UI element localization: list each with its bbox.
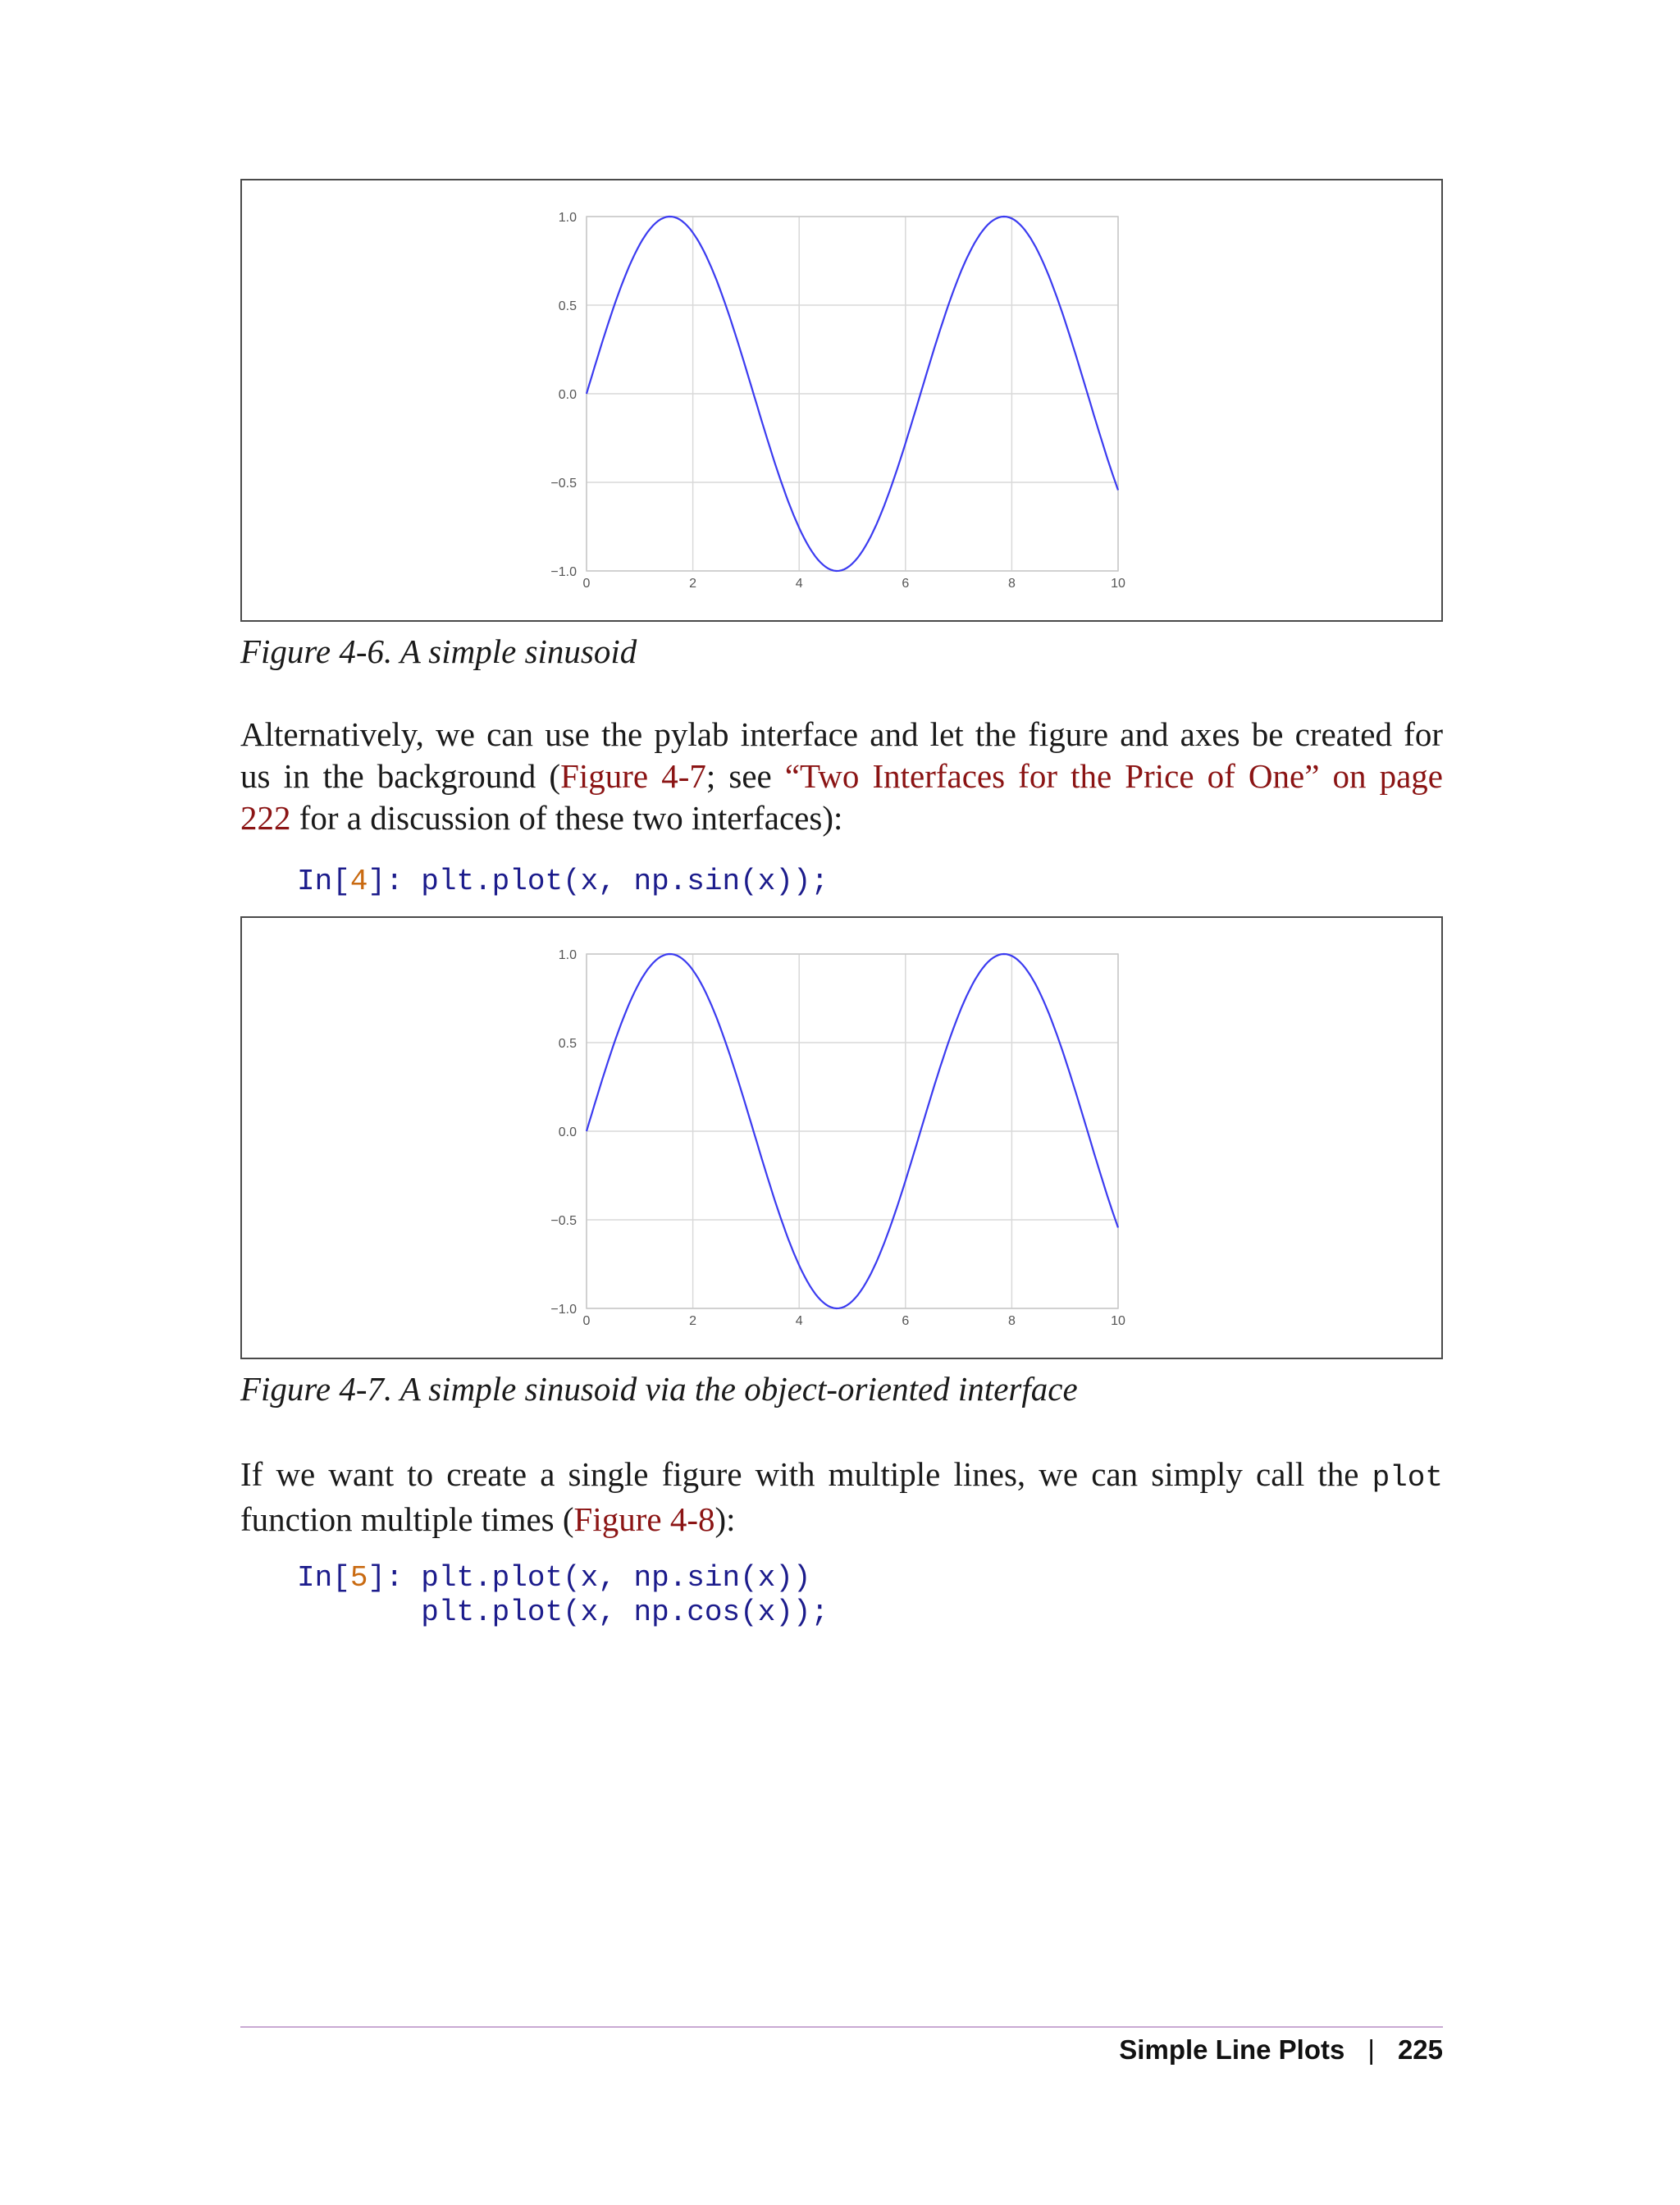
y-tick-label: 1.0 [558, 948, 577, 962]
running-section-title: Simple Line Plots [1119, 2034, 1345, 2065]
x-tick-label: 6 [902, 1314, 910, 1328]
paragraph [240, 1454, 1443, 1541]
sinusoid-chart [242, 918, 1441, 1358]
page-link[interactable]: 222 [240, 799, 291, 837]
figure-4-6 [240, 179, 1443, 622]
code-prompt-number: 5 [349, 1561, 368, 1595]
x-tick-label: 8 [1007, 1314, 1016, 1328]
y-tick-label: 0.0 [558, 388, 577, 402]
x-tick-label: 10 [1111, 1314, 1125, 1328]
page-footer [1119, 2034, 1443, 2066]
x-tick-label: 0 [582, 1314, 591, 1328]
inline-code: plot [1372, 1461, 1443, 1495]
y-tick-label: −0.5 [550, 477, 577, 491]
y-tick-label: 0.0 [558, 1125, 577, 1139]
y-tick-label: −0.5 [550, 1214, 577, 1228]
text: If we want to create a single figure with multiple lines, we can simply call the [240, 1455, 1372, 1493]
x-tick-label: 2 [689, 577, 697, 591]
paragraph-line [240, 797, 1443, 839]
figure-caption: Figure 4-7. A simple sinusoid via the object-oriented interface [240, 1370, 1078, 1408]
y-tick-label: 0.5 [558, 299, 577, 313]
paragraph-line [240, 1454, 1443, 1499]
y-tick-label: 1.0 [558, 211, 577, 225]
x-tick-label: 8 [1007, 577, 1016, 591]
x-tick-label: 4 [795, 1314, 803, 1328]
x-tick-label: 0 [582, 577, 591, 591]
x-tick-label: 10 [1111, 577, 1125, 591]
text: us in the background ( [240, 757, 561, 795]
page-number: 225 [1397, 2034, 1443, 2065]
figure-caption: Figure 4-6. A simple sinusoid [240, 632, 637, 670]
y-tick-label: 0.5 [558, 1037, 577, 1051]
footer-separator: | [1367, 2034, 1375, 2065]
code-line: plt.plot(x, np.cos(x)); [421, 1596, 829, 1629]
paragraph [240, 714, 1443, 839]
text: function multiple times ( [240, 1500, 574, 1538]
figure-link[interactable]: Figure 4-7 [560, 757, 706, 795]
x-tick-label: 4 [795, 577, 803, 591]
x-tick-label: 6 [902, 577, 910, 591]
code-block [297, 1561, 829, 1630]
code-prompt: In[ [297, 865, 350, 898]
paragraph-line [240, 756, 1443, 797]
code-block [297, 865, 829, 899]
figure-link[interactable]: Figure 4-8 [573, 1500, 715, 1538]
code-prompt: In[ [297, 1561, 350, 1595]
x-tick-label: 2 [689, 1314, 697, 1328]
paragraph-line: Alternatively, we can use the pylab interface and let the figure and axes be created for [240, 715, 1443, 753]
footer-rule [240, 2026, 1443, 2028]
text: ; see [705, 757, 785, 795]
code-prompt-number: 4 [349, 865, 368, 898]
code-line: plt.plot(x, np.sin(x)) [421, 1561, 811, 1595]
code-line: plt.plot(x, np.sin(x)); [421, 865, 829, 898]
text: ): [714, 1500, 736, 1538]
y-tick-label: −1.0 [550, 565, 577, 579]
y-tick-label: −1.0 [550, 1303, 577, 1317]
paragraph-line [240, 1499, 1443, 1541]
sinusoid-chart [242, 180, 1441, 620]
text: for a discussion of these two interfaces): [290, 799, 843, 837]
section-link[interactable]: “Two Interfaces for the Price of One” on page [784, 757, 1444, 795]
code-prompt: ]: [368, 865, 422, 898]
code-prompt: ]: [368, 1561, 422, 1595]
figure-4-7 [240, 916, 1443, 1359]
